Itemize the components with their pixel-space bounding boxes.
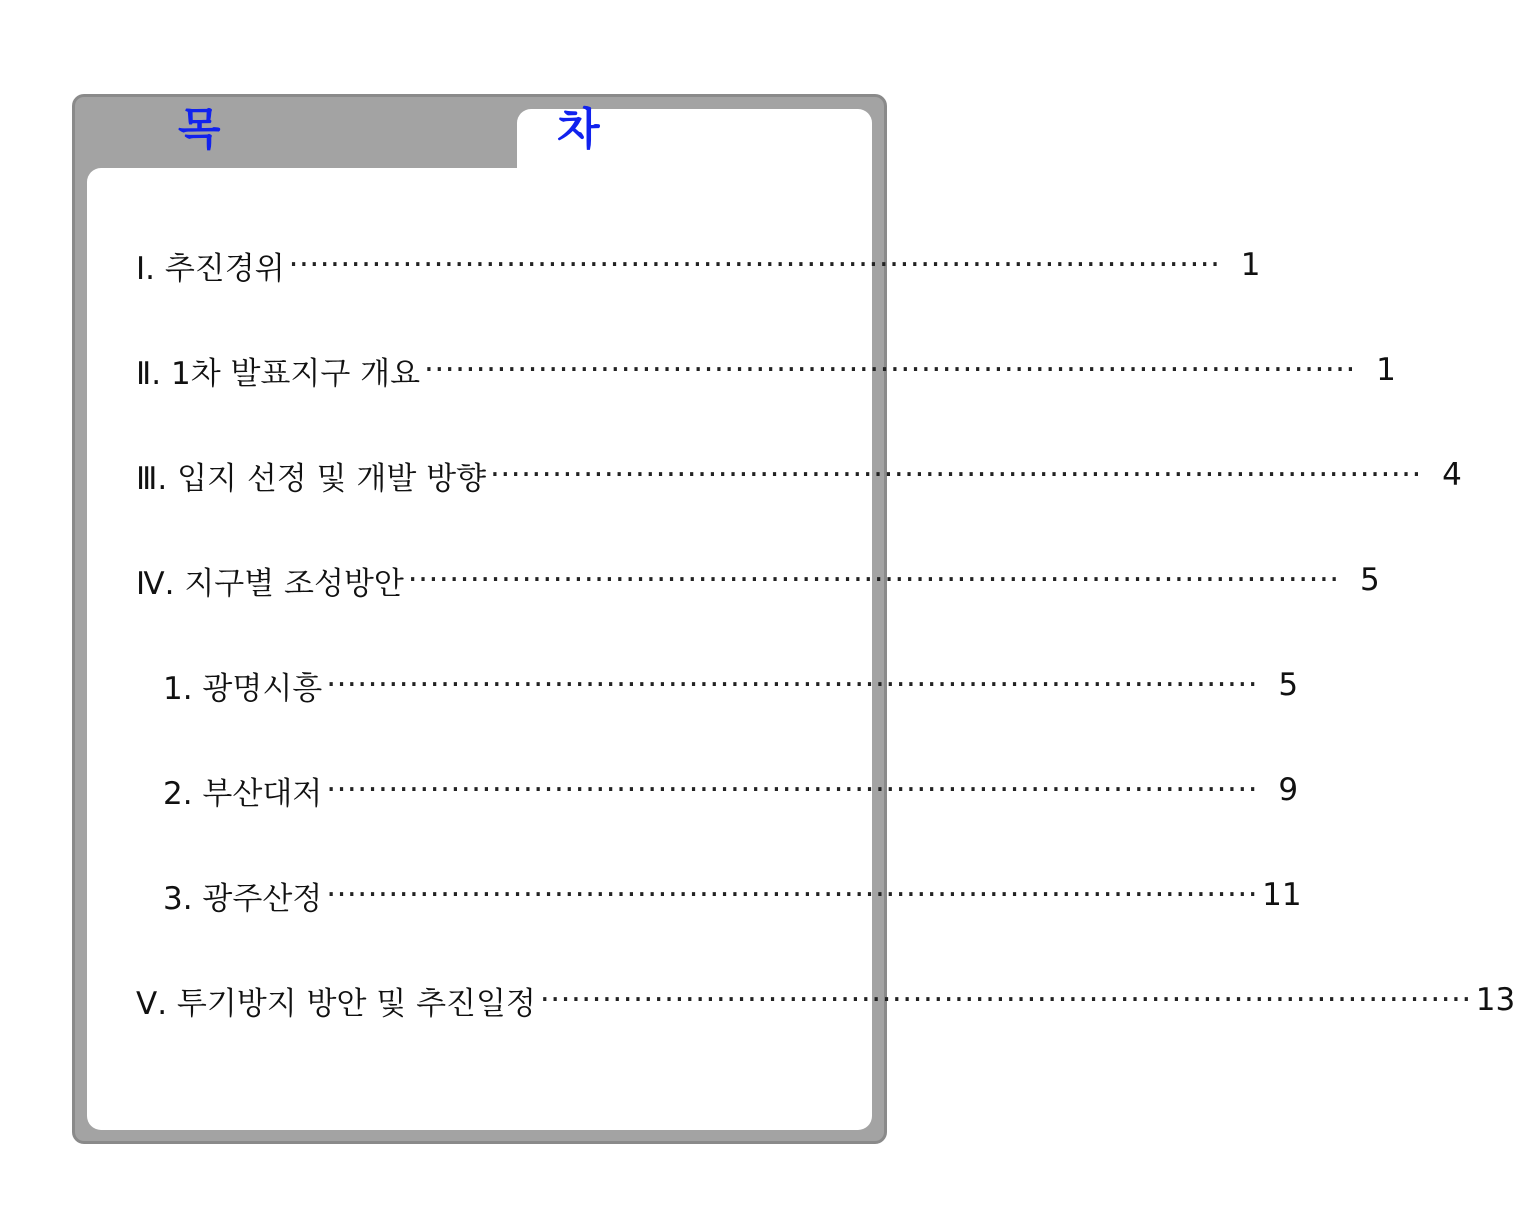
- toc-entry-page: 13: [1475, 982, 1515, 1018]
- toc-entry-page: 11: [1262, 877, 1302, 913]
- toc-entry-label: 2. 부산대저: [163, 775, 323, 812]
- toc-entry-label: Ⅳ. 지구별 조성방안: [136, 565, 404, 602]
- toc-entry-4-2: [163, 770, 1299, 812]
- dot-leader: ··························································································: [490, 457, 1422, 493]
- toc-entry-4-1: [163, 665, 1299, 707]
- toc-entry-page: 1: [1240, 247, 1261, 283]
- toc-entry-5: [136, 980, 1515, 1022]
- dot-leader: ··························································································: [326, 877, 1259, 913]
- dot-leader: ··························································································: [326, 772, 1259, 808]
- dot-leader: ··························································································: [288, 247, 1221, 283]
- dot-leader: ··························································································: [539, 982, 1472, 1018]
- toc-entry-label: Ⅴ. 투기방지 방안 및 추진일정: [136, 985, 536, 1022]
- toc-entry-1: [136, 245, 1261, 287]
- toc-entry-label: 3. 광주산정: [163, 880, 323, 917]
- toc-heading: 목 차: [178, 104, 600, 155]
- toc-entry-page: 5: [1278, 667, 1299, 703]
- dot-leader: ··························································································: [326, 667, 1259, 703]
- toc-entry-label: Ⅱ. 1차 발표지구 개요: [136, 355, 421, 392]
- toc-entry-label: Ⅲ. 입지 선정 및 개발 방향: [136, 460, 487, 497]
- toc-entry-label: 1. 광명시흥: [163, 670, 323, 707]
- toc-entry-label: Ⅰ. 추진경위: [136, 250, 285, 287]
- toc-entry-page: 5: [1359, 562, 1380, 598]
- toc-entry-3: [136, 455, 1462, 497]
- toc-entry-page: 1: [1376, 352, 1396, 388]
- toc-entry-4-3: [163, 875, 1302, 917]
- toc-entry-2: [136, 350, 1396, 392]
- toc-entry-page: 4: [1442, 457, 1462, 493]
- dot-leader: ··························································································: [424, 352, 1356, 388]
- dot-leader: ··························································································: [407, 562, 1340, 598]
- toc-entry-4: [136, 560, 1380, 602]
- toc-entry-page: 9: [1278, 772, 1299, 808]
